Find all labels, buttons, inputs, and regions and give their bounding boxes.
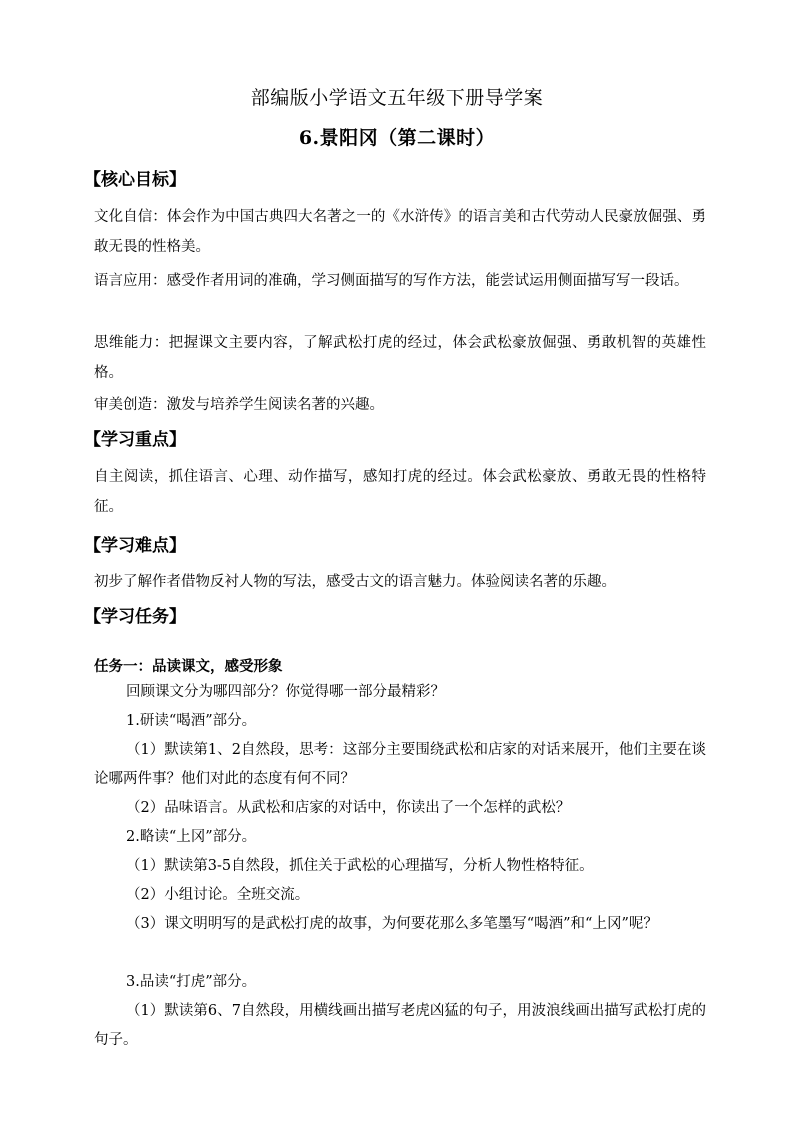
difficulties-text: 初步了解作者借物反衬人物的写法，感受古文的语言魅力。体验阅读名著的乐趣。	[94, 574, 616, 590]
core-goal-thinking: 思维能力：把握课文主要内容，了解武松打虎的经过，体会武松豪放倔强、勇敢机智的英雄性格。	[94, 335, 706, 381]
task1-step1: 1.研读“喝酒”部分。	[126, 713, 257, 729]
core-goals-heading: 【核心目标】	[84, 170, 186, 190]
difficulties-heading: 【学习难点】	[84, 536, 186, 556]
core-goal-aesthetic: 审美创造：激发与培养学生阅读名著的兴趣。	[94, 397, 384, 413]
core-goal-culture: 文化自信：体会作为中国古典四大名著之一的《水浒传》的语言美和古代劳动人民豪放倔强、勇敢无畏的性格美。	[94, 209, 706, 255]
task1-step2: 2.略读“上冈”部分。	[126, 829, 257, 845]
task1-step2-q3: （3）课文明明写的是武松打虎的故事，为何要花那么多笔墨写“喝酒”和“上冈”呢？	[126, 916, 658, 932]
task1-step2-q1: （1）默读第3-5自然段，抓住关于武松的心理描写，分析人物性格特征。	[126, 858, 594, 874]
task1-step1-q2: （2）品味语言。从武松和店家的对话中，你读出了一个怎样的武松？	[126, 800, 571, 816]
task1-step2-q2: （2）小组讨论。全班交流。	[126, 887, 310, 903]
task1-intro: 回顾课文分为哪四部分？你觉得哪一部分最精彩？	[126, 684, 445, 700]
lesson-title: 6.景阳冈（第二课时）	[298, 127, 496, 149]
tasks-heading: 【学习任务】	[84, 607, 186, 627]
key-points-heading: 【学习重点】	[84, 430, 186, 450]
task1-title: 任务一：品读课文，感受形象	[94, 658, 283, 675]
core-goal-language: 语言应用：感受作者用词的准确，学习侧面描写的写作方法，能尝试运用侧面描写写一段话。	[94, 273, 689, 289]
key-points-text: 自主阅读，抓住语言、心理、动作描写，感知打虎的经过。体会武松豪放、勇敢无畏的性格特征。	[94, 469, 706, 515]
task1-step3-q1: （1）默读第6、7自然段，用横线画出描写老虎凶猛的句子，用波浪线画出描写武松打虎的句子。	[94, 1003, 706, 1048]
task1-step3: 3.品读“打虎”部分。	[126, 974, 257, 990]
task1-step1-q1: （1）默读第1、2自然段，思考：这部分主要围绕武松和店家的对话来展开，他们主要在谈论哪两件事？他们对此的态度有何不同？	[94, 742, 706, 787]
document-title: 部编版小学语文五年级下册导学案	[250, 87, 544, 109]
